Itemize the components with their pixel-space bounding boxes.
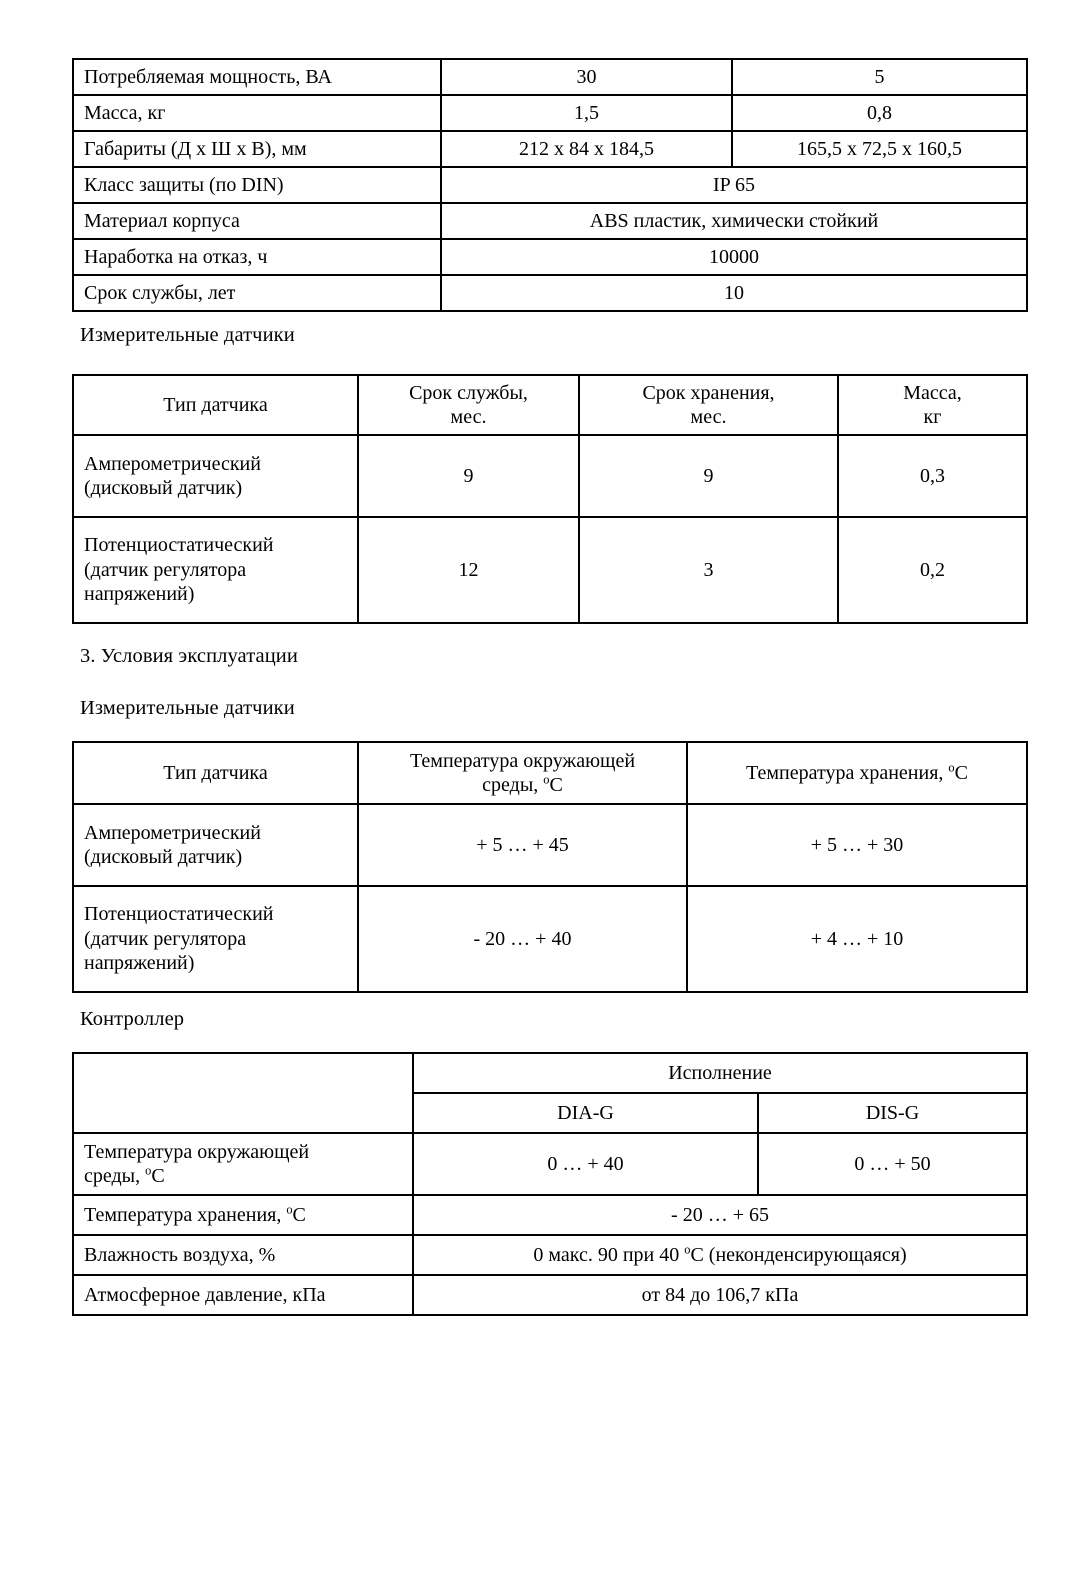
spec-value-merged: 10 xyxy=(441,275,1027,311)
table-row xyxy=(73,59,1027,95)
specs-table xyxy=(72,58,1028,312)
table-row xyxy=(73,1195,1027,1235)
column-header-storage-temp xyxy=(687,742,1027,804)
service-life-value: 9 xyxy=(358,435,579,517)
header-line2: мес. xyxy=(450,406,487,428)
sensor-type-cell xyxy=(73,435,358,517)
sensor-type-line1: Потенциостатический xyxy=(84,534,274,557)
sensor-type-line2: (дисковый датчик) xyxy=(84,477,243,499)
storage-temp-value: + 4 … + 10 xyxy=(687,886,1027,992)
humidity-value-post: (неконденсирующаяся) xyxy=(703,1243,907,1266)
variant-header-dia-g: DIA-G xyxy=(413,1093,758,1133)
header-line2: мес. xyxy=(690,406,727,428)
condition-label-ambient-temp xyxy=(73,1133,413,1195)
spec-label: Потребляемая мощность, ВА xyxy=(73,59,441,95)
ambient-temp-value: + 5 … + 45 xyxy=(358,804,687,886)
spec-label: Габариты (Д х Ш х В), мм xyxy=(73,131,441,167)
sensor-type-line2: (дисковый датчик) xyxy=(84,846,243,868)
unit-celsius: C xyxy=(549,774,563,796)
table-row xyxy=(73,275,1027,311)
degree-symbol: о xyxy=(684,1242,691,1257)
table-row xyxy=(73,886,1027,992)
table-row xyxy=(73,1275,1027,1315)
label-text: Температура хранения, xyxy=(84,1203,287,1226)
controller-conditions-table xyxy=(72,1052,1028,1316)
column-header-sensor-type: Тип датчика xyxy=(73,742,358,804)
spec-value-col2: 5 xyxy=(732,59,1027,95)
spec-label: Наработка на отказ, ч xyxy=(73,239,441,275)
spec-value-col2: 165,5 х 72,5 х 160,5 xyxy=(732,131,1027,167)
humidity-value-pre: 0 макс. 90 при 40 xyxy=(533,1243,685,1266)
spec-value-merged: ABS пластик, химически стойкий xyxy=(441,203,1027,239)
table-row xyxy=(73,1133,1027,1195)
table-row xyxy=(73,239,1027,275)
ambient-temp-value: - 20 … + 40 xyxy=(358,886,687,992)
sensors-life-table xyxy=(72,374,1028,624)
group-header-execution: Исполнение xyxy=(413,1053,1027,1093)
table-header-row xyxy=(73,742,1027,804)
header-line1: Температура окружающей xyxy=(409,749,636,772)
column-header-service-life xyxy=(358,375,579,435)
heading-sensors-temp: Измерительные датчики xyxy=(80,697,295,719)
section-heading-operating-conditions: 3. Условия эксплуатации xyxy=(80,645,298,667)
mass-value: 0,2 xyxy=(838,517,1027,623)
table-header-row xyxy=(73,375,1027,435)
spec-value-col2: 0,8 xyxy=(732,95,1027,131)
header-line1: Срок хранения, xyxy=(642,381,775,404)
table-row xyxy=(73,131,1027,167)
degree-symbol: о xyxy=(543,772,550,787)
column-header-storage-life xyxy=(579,375,838,435)
table-row xyxy=(73,517,1027,623)
ambient-temp-dis-g: 0 … + 50 xyxy=(758,1133,1027,1195)
storage-temp-value: + 5 … + 30 xyxy=(687,804,1027,886)
header-line1: Срок службы, xyxy=(409,381,528,404)
unit-celsius: C xyxy=(151,1165,165,1187)
condition-label-pressure: Атмосферное давление, кПа xyxy=(73,1275,413,1315)
heading-sensors-life: Измерительные датчики xyxy=(80,324,295,346)
sensor-type-cell xyxy=(73,804,358,886)
header-line2: среды, xyxy=(482,774,544,796)
sensors-temp-table xyxy=(72,741,1028,993)
table-row xyxy=(73,1235,1027,1275)
spec-label: Класс защиты (по DIN) xyxy=(73,167,441,203)
degree-symbol: о xyxy=(948,760,955,775)
storage-life-value: 3 xyxy=(579,517,838,623)
spec-value-merged: IP 65 xyxy=(441,167,1027,203)
unit-celsius: C xyxy=(954,761,968,784)
ambient-temp-dia-g: 0 … + 40 xyxy=(413,1133,758,1195)
spec-label: Материал корпуса xyxy=(73,203,441,239)
header-line2: кг xyxy=(923,406,942,428)
condition-label-storage-temp xyxy=(73,1195,413,1235)
unit-celsius: C xyxy=(292,1203,306,1226)
column-header-ambient-temp xyxy=(358,742,687,804)
spec-value-col1: 1,5 xyxy=(441,95,732,131)
table-row xyxy=(73,804,1027,886)
spec-value-merged: 10000 xyxy=(441,239,1027,275)
label-line1: Температура окружающей xyxy=(84,1140,310,1163)
header-line1: Масса, xyxy=(903,381,962,404)
sensor-type-line1: Амперометрический xyxy=(84,452,261,475)
condition-label-humidity: Влажность воздуха, % xyxy=(73,1235,413,1275)
spec-value-col1: 30 xyxy=(441,59,732,95)
column-header-mass xyxy=(838,375,1027,435)
column-header-sensor-type: Тип датчика xyxy=(73,375,358,435)
heading-controller: Контроллер xyxy=(80,1008,185,1030)
label-line2: среды, xyxy=(84,1165,146,1187)
table-row xyxy=(73,167,1027,203)
spec-label: Масса, кг xyxy=(73,95,441,131)
unit-celsius: C xyxy=(690,1243,704,1266)
pressure-value: от 84 до 106,7 кПа xyxy=(413,1275,1027,1315)
service-life-value: 12 xyxy=(358,517,579,623)
spec-value-col1: 212 х 84 х 184,5 xyxy=(441,131,732,167)
sensor-type-line1: Амперометрический xyxy=(84,821,261,844)
sensor-type-line1: Потенциостатический xyxy=(84,903,274,926)
sensor-type-cell xyxy=(73,517,358,623)
empty-corner-cell xyxy=(73,1053,413,1133)
table-header-row-group xyxy=(73,1053,1027,1093)
sensor-type-line3: напряжений) xyxy=(84,583,195,606)
variant-header-dis-g: DIS-G xyxy=(758,1093,1027,1133)
humidity-value xyxy=(413,1235,1027,1275)
degree-symbol: о xyxy=(145,1163,152,1178)
sensor-type-line2: (датчик регулятора xyxy=(84,927,247,950)
header-text: Температура хранения, xyxy=(746,761,949,784)
table-row xyxy=(73,95,1027,131)
degree-symbol: о xyxy=(286,1202,293,1217)
mass-value: 0,3 xyxy=(838,435,1027,517)
storage-life-value: 9 xyxy=(579,435,838,517)
table-row xyxy=(73,435,1027,517)
sensor-type-line3: напряжений) xyxy=(84,952,195,975)
sensor-type-line2: (датчик регулятора xyxy=(84,558,247,581)
spec-label: Срок службы, лет xyxy=(73,275,441,311)
sensor-type-cell xyxy=(73,886,358,992)
table-row xyxy=(73,203,1027,239)
storage-temp-value: - 20 … + 65 xyxy=(413,1195,1027,1235)
